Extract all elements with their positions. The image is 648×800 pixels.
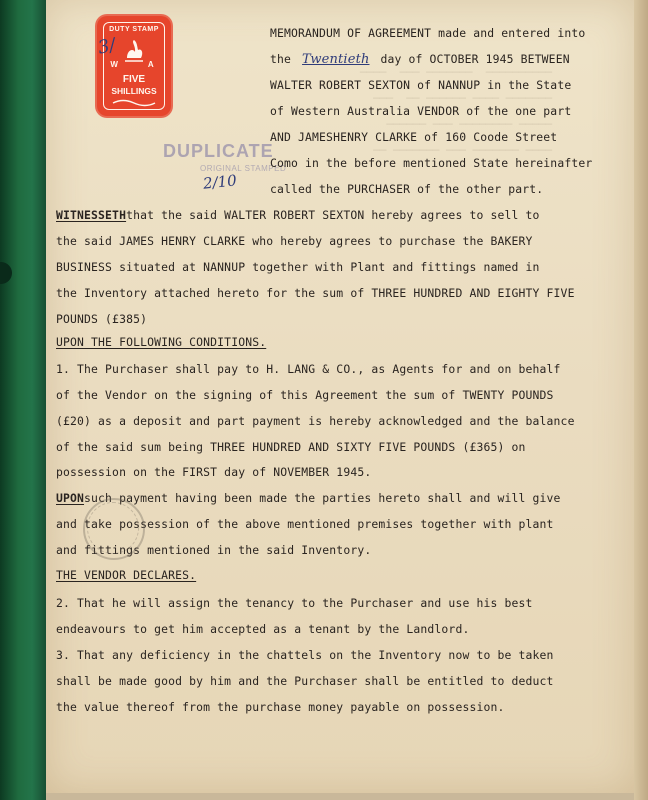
header-line-6: Como in the before mentioned State hereinafter [270, 156, 593, 170]
clause2-line-1: 2. That he will assign the tenancy to the Purchaser and use his best [56, 596, 533, 610]
binder-hole [0, 262, 12, 284]
body-line-5: POUNDS (£385) [56, 312, 148, 326]
header-the-word: the [270, 52, 292, 66]
original-stamped-text: ORIGINAL STAMPED [200, 164, 287, 173]
duplicate-stamp: DUPLICATE [163, 141, 274, 161]
bleed-through-text: ────────── ─────── ─── ──── ─────── ──── ────── ── ─── ───── ──────── ─── ────── ──── ─────── ─── ─────── ── [360, 66, 553, 157]
clause3-line-1: 3. That any deficiency in the chattels on the Inventory now to be taken [56, 648, 554, 662]
upon-line-2: and take possession of the above mentioned premises together with plant [56, 517, 554, 531]
stamp-letters: W A [110, 60, 168, 69]
upon-label: UPON [56, 491, 85, 505]
witnesseth-label: WITNESSETH [56, 208, 127, 222]
conditions-heading: UPON THE FOLLOWING CONDITIONS. [56, 335, 267, 349]
clause1-line-4: of the said sum being THREE HUNDRED AND SIXTY FIVE POUNDS (£365) on [56, 440, 526, 454]
clause1-line-5: possession on the FIRST day of NOVEMBER 1945. [56, 465, 372, 479]
duty-stamp [97, 16, 171, 116]
header-date-text: day of OCTOBER 1945 BETWEEN [380, 52, 570, 66]
witnesseth-text: that the said WALTER ROBERT SEXTON hereby agrees to sell to [126, 208, 540, 222]
header-line-3: WALTER ROBERT SEXTON of NANNUP in the State [270, 78, 572, 92]
header-line-4: of Western Australia VENDOR of the one part [270, 104, 572, 118]
header-line-7: called the PURCHASER of the other part. [270, 182, 544, 196]
stamp-ornament-icon [111, 98, 157, 108]
body-line-4: the Inventory attached hereto for the sum of THREE HUNDRED AND EIGHTY FIVE [56, 286, 575, 300]
header-line-5: AND JAMESHENRY CLARKE of 160 Coode Street [270, 130, 558, 144]
clause2-line-2: endeavours to get him accepted as a tenant by the Landlord. [56, 622, 470, 636]
stamp-top-text: DUTY STAMP [109, 26, 159, 33]
faint-seal-inner [87, 502, 139, 554]
handwritten-stamp-number: 2/10 [202, 171, 238, 193]
vendor-declares-heading: THE VENDOR DECLARES. [56, 568, 197, 582]
clause1-line-3: (£20) as a deposit and part payment is hereby acknowledged and the balance [56, 414, 575, 428]
handwritten-folio-mark: 3/ [96, 34, 118, 59]
header-line-1: MEMORANDUM OF AGREEMENT made and entered into [270, 26, 586, 40]
page-edge [634, 0, 648, 800]
green-binding-spine [0, 0, 46, 800]
clause1-line-2: of the Vendor on the signing of this Agreement the sum of TWENTY POUNDS [56, 388, 554, 402]
body-line-3: BUSINESS situated at NANNUP together with Plant and fittings named in [56, 260, 540, 274]
clause3-line-3: the value thereof from the purchase money payable on possession. [56, 700, 505, 714]
upon-line-3: and fittings mentioned in the said Inventory. [56, 543, 372, 557]
header-line-2 [270, 52, 570, 67]
handwritten-date: Twentieth [302, 52, 370, 67]
body-line-2: the said JAMES HENRY CLARKE who hereby agrees to purchase the BAKERY [56, 234, 533, 248]
witnesseth-line [56, 208, 540, 222]
clause3-line-2: shall be made good by him and the Purchaser shall be entitled to deduct [56, 674, 554, 688]
stamp-unit: SHILLINGS [111, 86, 157, 96]
upon-text: such payment having been made the parties hereto shall and will give [84, 491, 561, 505]
stamp-amount: FIVE [122, 74, 146, 85]
clause1-line-1: 1. The Purchaser shall pay to H. LANG & CO., as Agents for and on behalf [56, 362, 561, 376]
